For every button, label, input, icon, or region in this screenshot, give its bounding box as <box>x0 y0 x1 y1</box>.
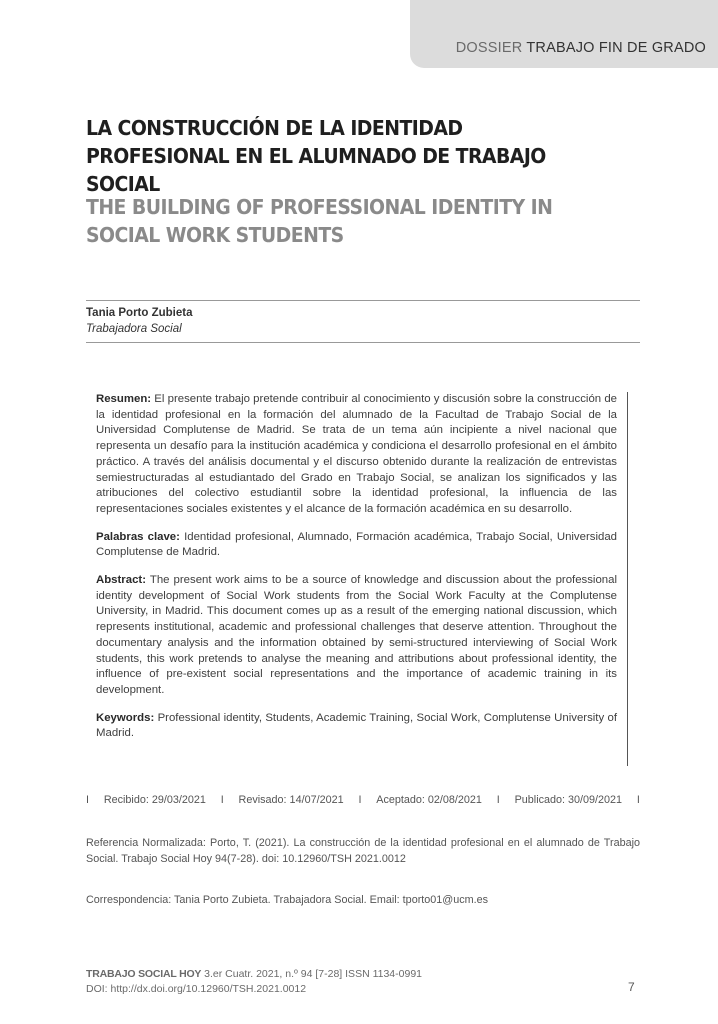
footer-journal <box>86 968 422 980</box>
date-received: Recibido: 29/03/2021 <box>103 794 206 806</box>
abstract-text: The present work aims to be a source of knowledge and discussion about the professional identity development of Social Work students from the Social Work Faculty at the Complutense University, in Madrid. This document comes up as a result of the emerging national discussion, which represents institutional, academic and professional challenges that deserve attention. Throughout the documentary analysis and the information obtained by semi-structured interviewing of Social Work students, this work pretends to analyse the meaning and attributions about professional identity, the influence of pre-existent social representations and the importance of academic training in its development. <box>96 574 617 696</box>
journal-name: TRABAJO SOCIAL HOY <box>86 968 202 980</box>
author-name: Tania Porto Zubieta <box>86 307 193 319</box>
keywords-label: Keywords: <box>96 711 155 724</box>
date-separator: I <box>220 794 224 806</box>
section-header-tab <box>410 0 718 68</box>
date-separator: I <box>636 794 640 806</box>
author-role: Trabajadora Social <box>86 323 182 335</box>
palabras-clave-label: Palabras clave: <box>96 530 180 543</box>
correspondence: Correspondencia: Tania Porto Zubieta. Trabajadora Social. Email: tporto01@ucm.es <box>86 894 489 906</box>
section-subtitle: TRABAJO FIN DE GRADO <box>526 40 706 56</box>
date-accepted: Aceptado: 02/08/2021 <box>376 794 482 806</box>
abstract-paragraph <box>96 573 617 699</box>
resumen-paragraph <box>96 392 617 518</box>
page-number: 7 <box>628 980 635 994</box>
normalized-reference: Referencia Normalizada: Porto, T. (2021). La construcción de la identidad profesional en el alumnado de Trabajo Social. Trabajo Social Hoy 94(7-28). doi: 10.12960/TSH 2021.0012 <box>86 837 640 865</box>
footer-doi: DOI: http://dx.doi.org/10.12960/TSH.2021.0012 <box>86 983 307 995</box>
date-published: Publicado: 30/09/2021 <box>514 794 623 806</box>
keywords-paragraph <box>96 711 617 742</box>
date-separator: I <box>86 794 89 806</box>
abstract-box <box>96 392 628 766</box>
date-separator: I <box>496 794 500 806</box>
date-revised: Revisado: 14/07/2021 <box>238 794 344 806</box>
section-label: DOSSIER <box>455 40 523 56</box>
abstract-label: Abstract: <box>96 574 147 587</box>
dates-line <box>86 794 640 806</box>
resumen-label: Resumen: <box>96 393 152 405</box>
divider-bottom <box>86 342 640 343</box>
palabras-clave-paragraph <box>96 530 617 561</box>
journal-issue: 3.er Cuatr. 2021, n.º 94 [7-28] ISSN 1134-0991 <box>201 968 423 980</box>
date-separator: I <box>358 794 362 806</box>
title-spanish: LA CONSTRUCCIÓN DE LA IDENTIDAD PROFESIONAL EN EL ALUMNADO DE TRABAJO SOCIAL <box>86 116 546 196</box>
keywords-text: Professional identity, Students, Academic Training, Social Work, Complutense University of Madrid. <box>96 711 617 740</box>
palabras-clave-text: Identidad profesional, Alumnado, Formación académica, Trabajo Social, Universidad Complutense de Madrid. <box>96 530 617 559</box>
title-english: THE BUILDING OF PROFESSIONAL IDENTITY IN SOCIAL WORK STUDENTS <box>86 195 553 247</box>
divider-top <box>86 300 640 301</box>
resumen-text: El presente trabajo pretende contribuir al conocimiento y discusión sobre la construcción de la identidad profesional en la formación del alumnado de la Facultad de Trabajo Social de la Universidad Complutense de Madrid. Se trata de un tema aún incipiente a nivel nacional que representa un desafío para la institución académica y condiciona el desarrollo profesional en el ámbito práctico. A través del análisis documental y el discurso obtenido durante la realización de entrevistas semiestructuradas al estudiantado del Grado en Trabajo Social, se analizan los significados y las atribuciones del colectivo estudiantil sobre la identidad profesional, la influencia de las representaciones sociales existentes y el alcance de la formación académica en su desarrollo. <box>96 393 617 515</box>
